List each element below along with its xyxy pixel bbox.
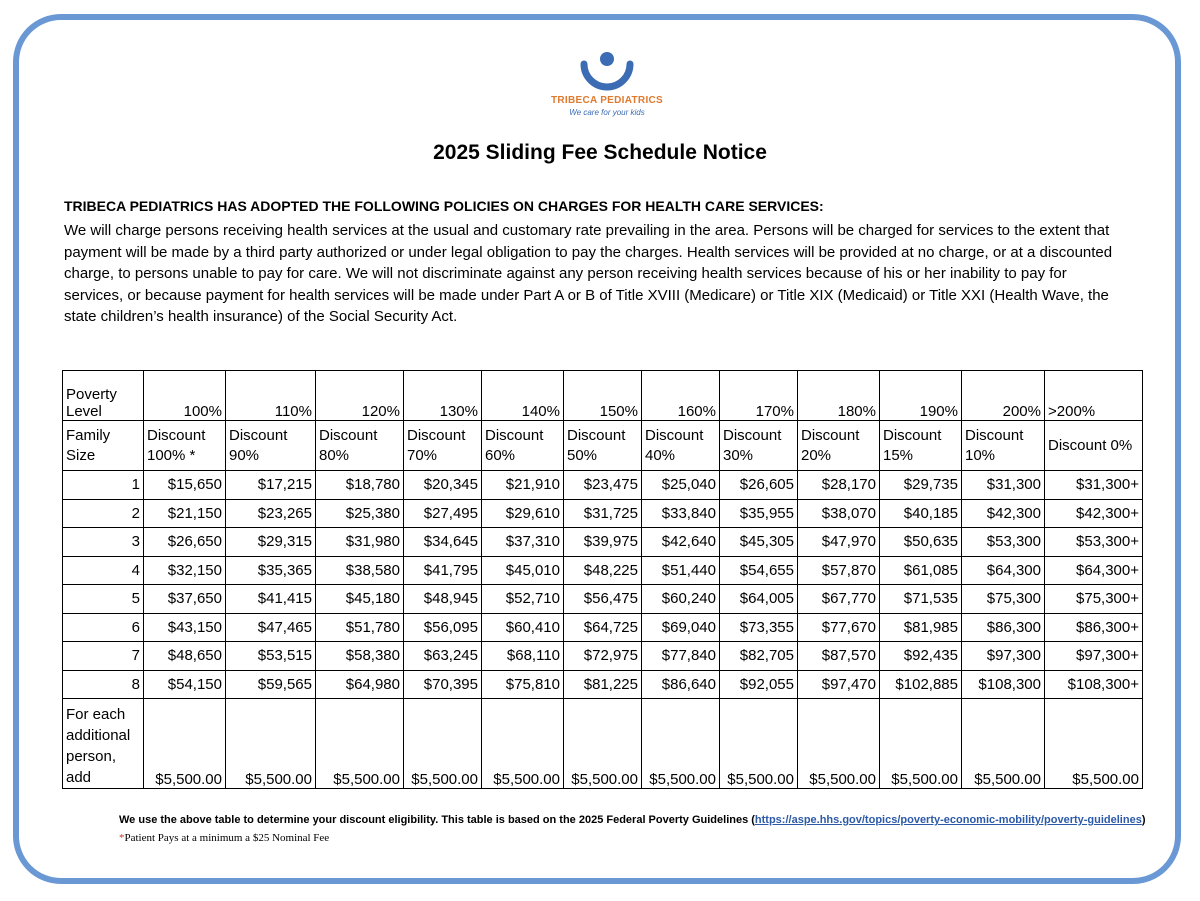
poverty-level-label: Poverty Level: [63, 371, 144, 421]
logo-name: TRIBECA PEDIATRICS: [550, 95, 664, 106]
income-cell: $23,475: [564, 471, 642, 500]
family-size-cell: 5: [63, 585, 144, 614]
income-cell: $34,645: [404, 528, 482, 557]
additional-person-label: For each additional person, add: [63, 699, 144, 789]
income-cell: $72,975: [564, 642, 642, 671]
income-cell: $86,300: [962, 613, 1045, 642]
income-cell: $47,465: [226, 613, 316, 642]
additional-person-cell: $5,500.00: [564, 699, 642, 789]
additional-person-cell: $5,500.00: [316, 699, 404, 789]
poverty-level-cell: >200%: [1045, 371, 1143, 421]
income-cell: $53,300: [962, 528, 1045, 557]
discount-cell: Discount 10%: [962, 421, 1045, 471]
discount-cell: Discount 50%: [564, 421, 642, 471]
income-cell: $29,610: [482, 499, 564, 528]
income-cell: $61,085: [880, 556, 962, 585]
income-cell: $59,565: [226, 670, 316, 699]
discount-cell: Discount 100% *: [144, 421, 226, 471]
income-cell: $31,980: [316, 528, 404, 557]
income-cell: $52,710: [482, 585, 564, 614]
income-cell: $70,395: [404, 670, 482, 699]
income-cell: $35,365: [226, 556, 316, 585]
table-row: [63, 642, 1143, 671]
income-cell: $81,985: [880, 613, 962, 642]
income-cell: $86,300+: [1045, 613, 1143, 642]
income-cell: $21,910: [482, 471, 564, 500]
income-cell: $28,170: [798, 471, 880, 500]
income-cell: $38,070: [798, 499, 880, 528]
income-cell: $86,640: [642, 670, 720, 699]
poverty-level-cell: 100%: [144, 371, 226, 421]
additional-person-cell: $5,500.00: [642, 699, 720, 789]
income-cell: $108,300+: [1045, 670, 1143, 699]
poverty-level-cell: 110%: [226, 371, 316, 421]
discount-cell: Discount 80%: [316, 421, 404, 471]
income-cell: $92,055: [720, 670, 798, 699]
income-cell: $50,635: [880, 528, 962, 557]
additional-person-cell: $5,500.00: [798, 699, 880, 789]
income-cell: $29,735: [880, 471, 962, 500]
income-cell: $31,300+: [1045, 471, 1143, 500]
income-cell: $64,300: [962, 556, 1045, 585]
income-cell: $75,300+: [1045, 585, 1143, 614]
poverty-level-cell: 130%: [404, 371, 482, 421]
discount-cell: Discount 20%: [798, 421, 880, 471]
additional-person-cell: $5,500.00: [1045, 699, 1143, 789]
asterisk-note-text: Patient Pays at a minimum a $25 Nominal Fee: [124, 832, 330, 844]
footnote: [119, 814, 1145, 826]
income-cell: $15,650: [144, 471, 226, 500]
policy-heading: TRIBECA PEDIATRICS HAS ADOPTED THE FOLLOWING POLICIES ON CHARGES FOR HEALTH CARE SERVICES:: [64, 198, 824, 214]
income-cell: $33,840: [642, 499, 720, 528]
income-cell: $40,185: [880, 499, 962, 528]
page-title: 2025 Sliding Fee Schedule Notice: [433, 141, 767, 164]
income-cell: $23,265: [226, 499, 316, 528]
discount-cell: Discount 30%: [720, 421, 798, 471]
income-cell: $77,670: [798, 613, 880, 642]
income-cell: $21,150: [144, 499, 226, 528]
additional-person-cell: $5,500.00: [404, 699, 482, 789]
income-cell: $31,725: [564, 499, 642, 528]
family-size-cell: 8: [63, 670, 144, 699]
table-row: [63, 585, 1143, 614]
income-cell: $56,095: [404, 613, 482, 642]
income-cell: $51,440: [642, 556, 720, 585]
income-cell: $37,650: [144, 585, 226, 614]
income-cell: $47,970: [798, 528, 880, 557]
poverty-level-cell: 160%: [642, 371, 720, 421]
income-cell: $29,315: [226, 528, 316, 557]
income-cell: $60,410: [482, 613, 564, 642]
table-row: [63, 556, 1143, 585]
table-row: [63, 499, 1143, 528]
income-cell: $77,840: [642, 642, 720, 671]
income-cell: $26,605: [720, 471, 798, 500]
income-cell: $68,110: [482, 642, 564, 671]
asterisk-note: [119, 832, 329, 844]
income-cell: $64,725: [564, 613, 642, 642]
additional-person-cell: $5,500.00: [880, 699, 962, 789]
poverty-level-cell: 150%: [564, 371, 642, 421]
family-size-cell: 2: [63, 499, 144, 528]
discount-cell: Discount 70%: [404, 421, 482, 471]
table-row: [63, 528, 1143, 557]
income-cell: $41,795: [404, 556, 482, 585]
income-cell: $39,975: [564, 528, 642, 557]
additional-person-cell: $5,500.00: [720, 699, 798, 789]
additional-person-cell: $5,500.00: [226, 699, 316, 789]
income-cell: $42,640: [642, 528, 720, 557]
discount-row: [63, 421, 1143, 471]
discount-cell: Discount 40%: [642, 421, 720, 471]
poverty-level-cell: 180%: [798, 371, 880, 421]
income-cell: $31,300: [962, 471, 1045, 500]
poverty-guidelines-link[interactable]: https://aspe.hhs.gov/topics/poverty-economic-mobility/poverty-guidelines: [754, 814, 1142, 826]
income-cell: $64,005: [720, 585, 798, 614]
footnote-close: ): [1141, 814, 1146, 826]
income-cell: $58,380: [316, 642, 404, 671]
poverty-level-cell: 190%: [880, 371, 962, 421]
family-size-cell: 3: [63, 528, 144, 557]
income-cell: $27,495: [404, 499, 482, 528]
income-cell: $67,770: [798, 585, 880, 614]
income-cell: $26,650: [144, 528, 226, 557]
income-cell: $25,380: [316, 499, 404, 528]
income-cell: $108,300: [962, 670, 1045, 699]
family-size-cell: 4: [63, 556, 144, 585]
income-cell: $60,240: [642, 585, 720, 614]
discount-cell: Discount 90%: [226, 421, 316, 471]
additional-person-cell: $5,500.00: [962, 699, 1045, 789]
income-cell: $64,300+: [1045, 556, 1143, 585]
income-cell: $41,415: [226, 585, 316, 614]
discount-cell: Discount 15%: [880, 421, 962, 471]
income-cell: $48,945: [404, 585, 482, 614]
logo: [540, 50, 680, 120]
family-size-cell: 1: [63, 471, 144, 500]
income-cell: $37,310: [482, 528, 564, 557]
income-cell: $69,040: [642, 613, 720, 642]
income-cell: $32,150: [144, 556, 226, 585]
sliding-fee-table: [62, 370, 1143, 789]
table-row: [63, 471, 1143, 500]
footnote-text: We use the above table to determine your discount eligibility. This table is based on the 2025 Federal Poverty Guidelines (: [119, 814, 755, 826]
poverty-level-cell: 200%: [962, 371, 1045, 421]
income-cell: $75,300: [962, 585, 1045, 614]
family-size-label: Family Size: [63, 421, 144, 471]
income-cell: $42,300: [962, 499, 1045, 528]
logo-icon: [578, 50, 636, 92]
income-cell: $45,180: [316, 585, 404, 614]
discount-cell: Discount 0%: [1045, 421, 1143, 471]
income-cell: $43,150: [144, 613, 226, 642]
additional-person-cell: $5,500.00: [144, 699, 226, 789]
income-cell: $35,955: [720, 499, 798, 528]
income-cell: $57,870: [798, 556, 880, 585]
income-cell: $45,010: [482, 556, 564, 585]
income-cell: $18,780: [316, 471, 404, 500]
income-cell: $17,215: [226, 471, 316, 500]
asterisk-mark: *: [119, 832, 125, 844]
income-cell: $25,040: [642, 471, 720, 500]
income-cell: $97,470: [798, 670, 880, 699]
income-cell: $56,475: [564, 585, 642, 614]
income-cell: $82,705: [720, 642, 798, 671]
income-cell: $54,150: [144, 670, 226, 699]
discount-cell: Discount 60%: [482, 421, 564, 471]
poverty-level-row: [63, 371, 1143, 421]
income-cell: $81,225: [564, 670, 642, 699]
policy-body: We will charge persons receiving health services at the usual and customary rate prevailing in the area. Persons will be charged for services to the extent that payment will be made by a third party authorized or under legal obligation to pay the charges. Health services will be provided at no charge, or at a discounted charge, to persons unable to pay for care. We will not discriminate against any person receiving health services because of his or her inability to pay for services, or because payment for health services will be made under Part A or B of Title XVIII (Medicare) or Title XIX (Medicaid) or Title XXI (Health Wave, the state children’s health insurance) of the Social Security Act.: [64, 222, 1113, 325]
poverty-level-cell: 140%: [482, 371, 564, 421]
income-cell: $53,515: [226, 642, 316, 671]
table-row: [63, 613, 1143, 642]
income-cell: $71,535: [880, 585, 962, 614]
income-cell: $64,980: [316, 670, 404, 699]
income-cell: $73,355: [720, 613, 798, 642]
additional-person-row: [63, 699, 1143, 789]
income-cell: $38,580: [316, 556, 404, 585]
income-cell: $48,225: [564, 556, 642, 585]
poverty-level-cell: 120%: [316, 371, 404, 421]
additional-person-cell: $5,500.00: [482, 699, 564, 789]
income-cell: $20,345: [404, 471, 482, 500]
logo-tagline: We care for your kids: [569, 108, 645, 117]
income-cell: $97,300+: [1045, 642, 1143, 671]
income-cell: $42,300+: [1045, 499, 1143, 528]
income-cell: $97,300: [962, 642, 1045, 671]
table-row: [63, 670, 1143, 699]
income-cell: $75,810: [482, 670, 564, 699]
poverty-level-cell: 170%: [720, 371, 798, 421]
income-cell: $53,300+: [1045, 528, 1143, 557]
family-size-cell: 7: [63, 642, 144, 671]
income-cell: $48,650: [144, 642, 226, 671]
income-cell: $51,780: [316, 613, 404, 642]
income-cell: $92,435: [880, 642, 962, 671]
income-cell: $87,570: [798, 642, 880, 671]
income-cell: $102,885: [880, 670, 962, 699]
income-cell: $63,245: [404, 642, 482, 671]
family-size-cell: 6: [63, 613, 144, 642]
income-cell: $45,305: [720, 528, 798, 557]
income-cell: $54,655: [720, 556, 798, 585]
